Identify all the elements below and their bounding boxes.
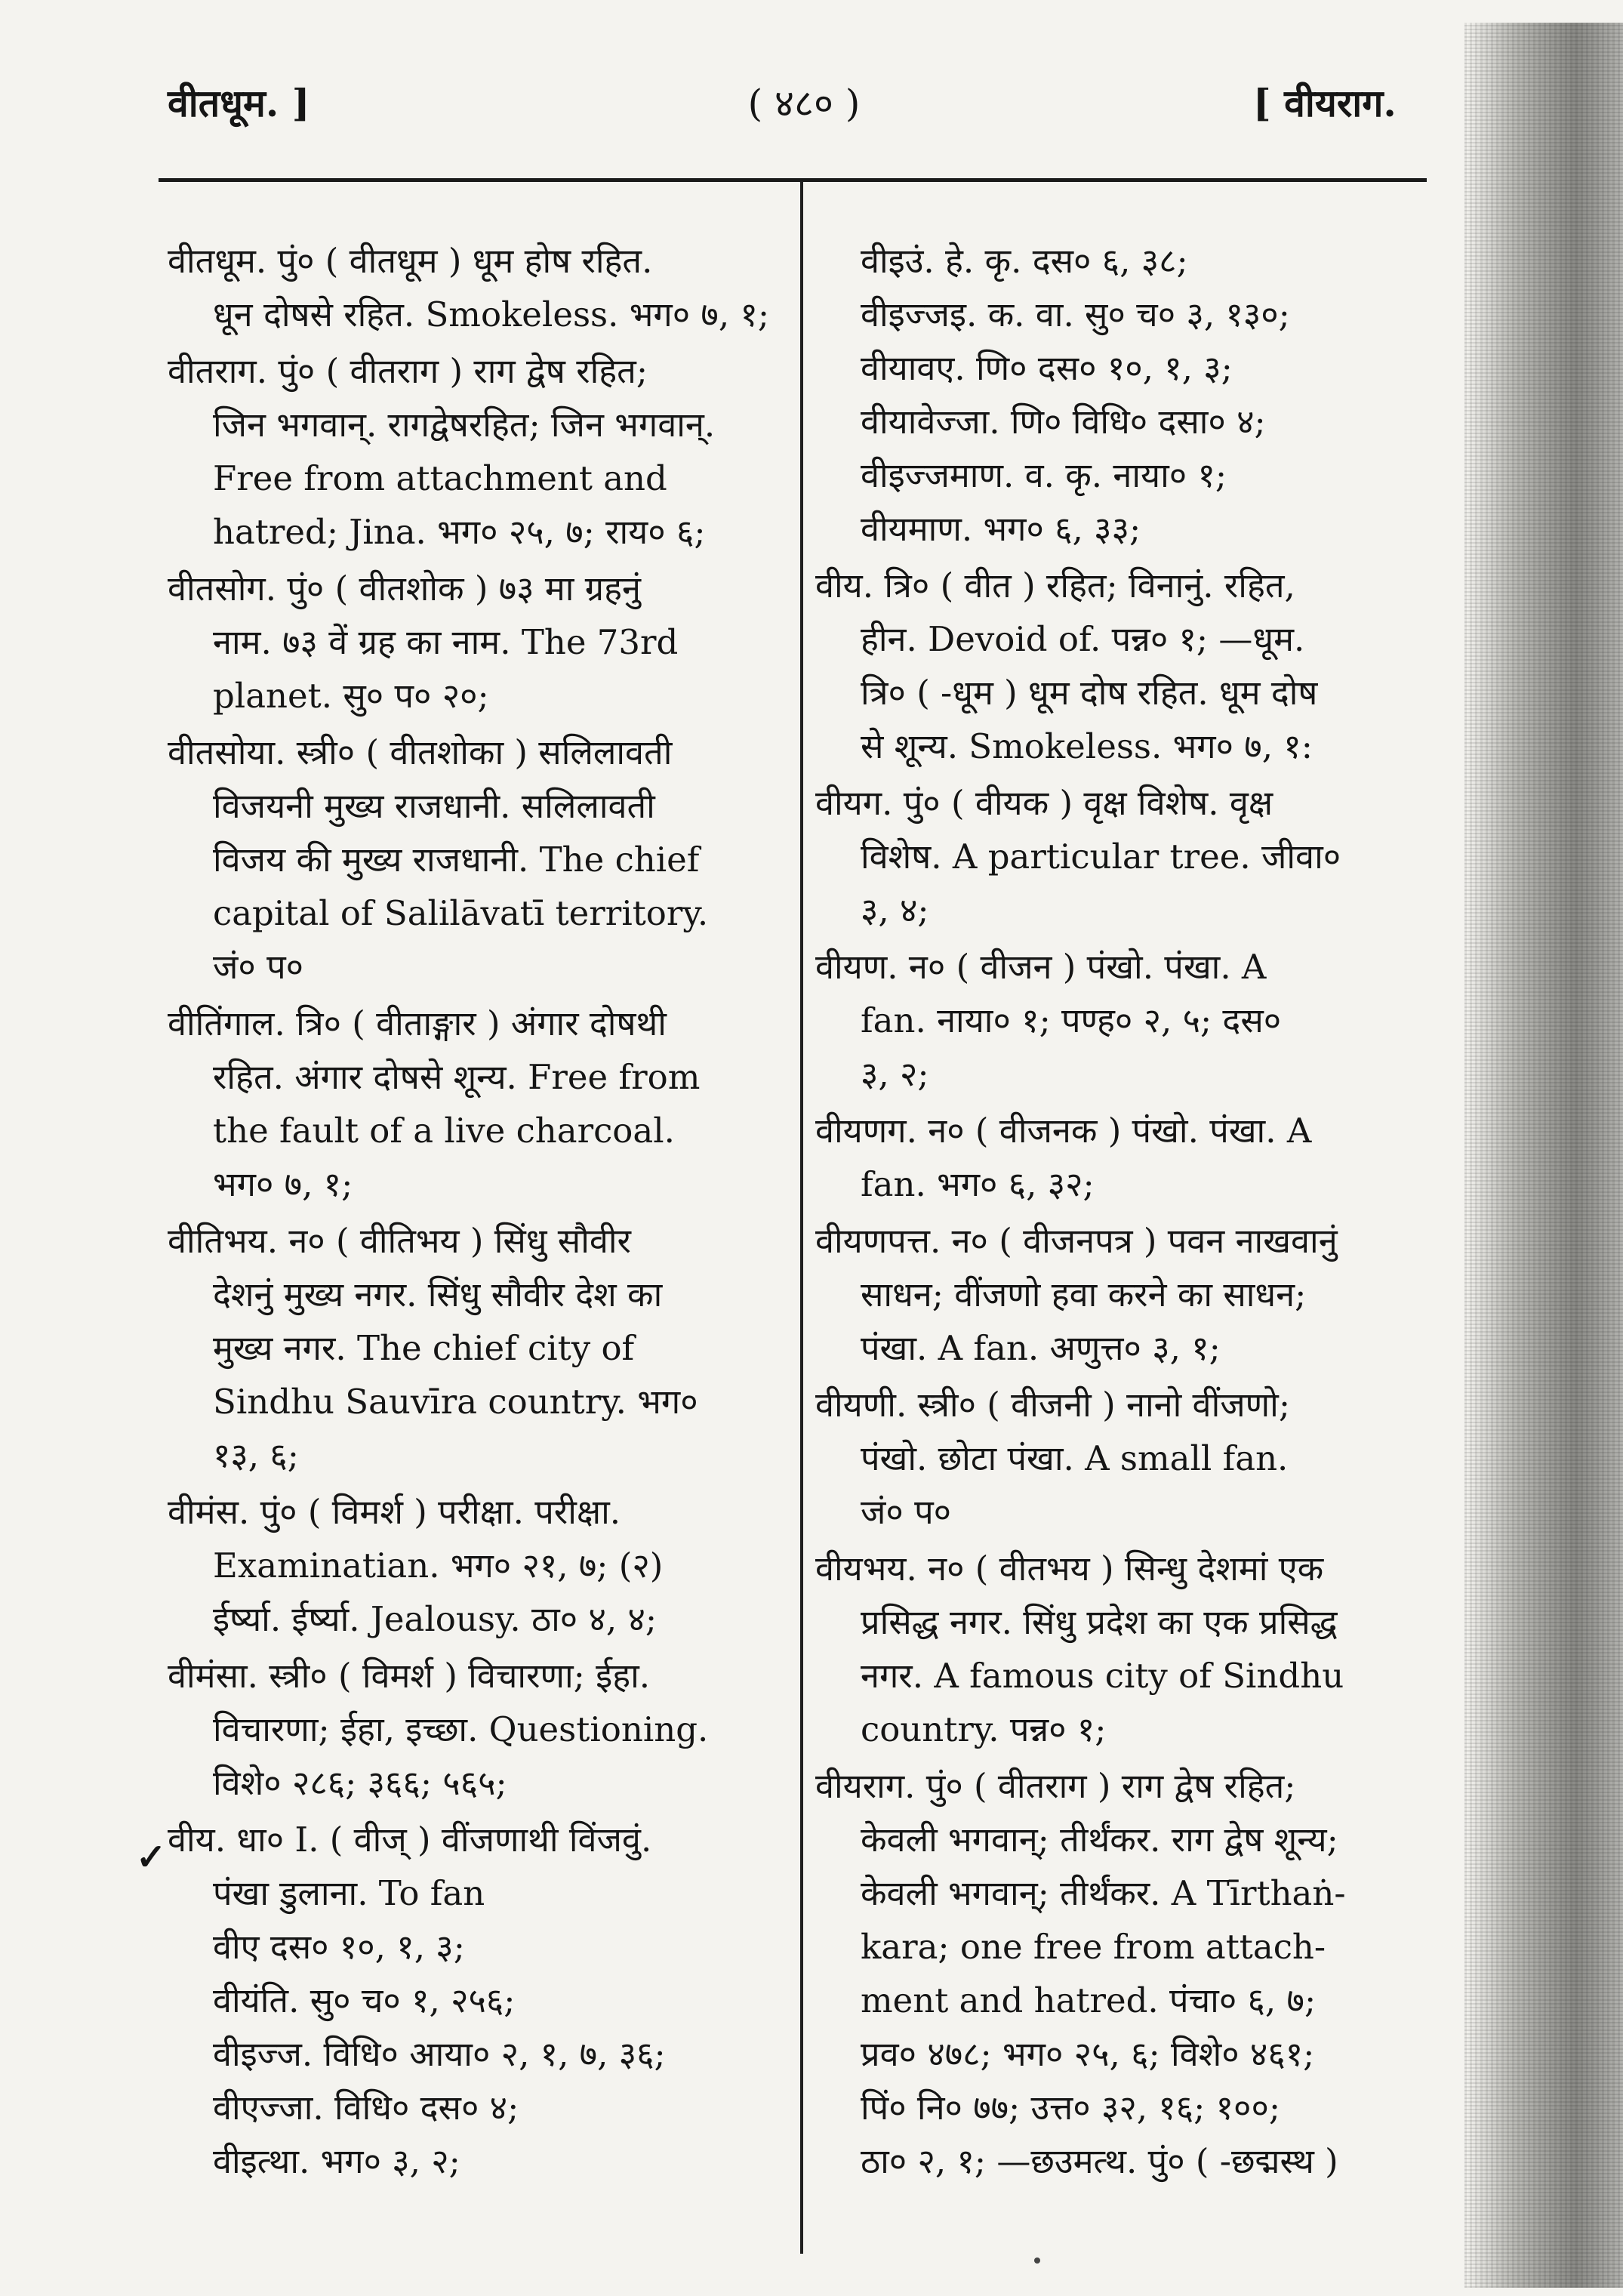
text-line: वीयणग. न० ( वीजनक ) पंखो. पंखा. A (815, 1111, 1312, 1151)
text-line: देशनुं मुख्य नगर. सिंधु सौवीर देश का (213, 1274, 663, 1314)
text-line: विशेष. A particular tree. जीवा० (861, 837, 1341, 877)
text-line: विजयनी मुख्य राजधानी. सलिलावती (213, 786, 655, 826)
text-line: वीमंसा. स्त्री० ( विमर्श ) विचारणा; ईहा. (168, 1656, 651, 1696)
text-line: प्रसिद्ध नगर. सिंधु प्रदेश का एक प्रसिद्ध (861, 1602, 1338, 1642)
text-line: Sindhu Sauvīra country. भग० (213, 1382, 698, 1422)
text-line: पिं० नि० ७७; उत्त० ३२, १६; १००; (861, 2088, 1281, 2128)
text-line: वीयमाण. भग० ६, ३३; (861, 509, 1141, 549)
text-line: प्रव० ४७८; भग० २५, ६; विशे० ४६१; (861, 2034, 1315, 2074)
text-line: मुख्य नगर. The chief city of (213, 1328, 635, 1368)
text-line: वीयग. पुं० ( वीयक ) वृक्ष विशेष. वृक्ष (815, 783, 1273, 823)
text-line: नगर. A famous city of Sindhu (861, 1656, 1344, 1696)
text-line: वीइज्जमाण. व. कृ. नाया० १; (861, 455, 1227, 495)
entry-vitadhuma (168, 234, 771, 341)
text-line: वीए दस० १०, १, ३; (213, 1927, 465, 1967)
entry-vimamsa (168, 1485, 771, 1646)
entry-viyaga (815, 776, 1419, 937)
text-line: वीतसोग. पुं० ( वीतशोक ) ७३ मा ग्रहनुं (168, 569, 641, 609)
text-line: केवली भगवान्; तीर्थंकर. राग द्वेष शून्य; (861, 1820, 1338, 1860)
text-line: ment and hatred. पंचा० ६, ७; (861, 1980, 1317, 2020)
text-line: ३, ४; (861, 890, 929, 930)
header-right-guide-word: [ वीयराग. (1253, 81, 1397, 125)
text-line: वीइज्जइ. क. वा. सु० च० ३, १३०; (861, 294, 1290, 334)
text-line: पंखो. छोटा पंखा. A small fan. (861, 1438, 1289, 1478)
entry-vitasoya (168, 726, 771, 994)
text-line: जं० प० (861, 1492, 952, 1532)
text-line: वीतसोया. स्त्री० ( वीतशोका ) सलिलावती (168, 732, 673, 772)
page-number: ( ४८० ) (747, 82, 861, 125)
text-line: विचारणा; ईहा, इच्छा. Questioning. (213, 1709, 709, 1749)
text-line: वीयणपत्त. न० ( वीजनपत्र ) पवन नाखवानुं (815, 1221, 1338, 1261)
text-line: त्रि० ( -धूम ) धूम दोष रहित. धूम दोष (861, 673, 1318, 713)
text-line: विजय की मुख्य राजधानी. The chief (213, 840, 700, 880)
text-line: पंखा डुलाना. To fan (213, 1873, 485, 1913)
text-line: वीइत्था. भग० ३, २; (213, 2141, 460, 2181)
text-line: hatred; Jina. भग० २५, ७; राय० ६; (213, 512, 706, 552)
text-line: वीतिभय. न० ( वीतिभय ) सिंधु सौवीर (168, 1221, 631, 1261)
column-divider (800, 181, 803, 2254)
entry-viyanaga (815, 1104, 1419, 1211)
text-line: planet. सु० प० २०; (213, 676, 489, 716)
text-line: पंखा. A fan. अणुत्त० ३, १; (861, 1328, 1221, 1368)
entry-verb-forms (815, 234, 1419, 556)
text-line: वीयभय. न० ( वीतभय ) सिन्धु देशमां एक (815, 1549, 1324, 1589)
text-line: वीएज्जा. विधि० दस० ४; (213, 2088, 519, 2128)
text-line: वीयावए. णि० दस० १०, १, ३; (861, 348, 1233, 388)
entry-viyaraga (815, 1759, 1419, 2188)
text-line: capital of Salilāvatī territory. (213, 893, 709, 933)
text-line: kara; one free from attach- (861, 1927, 1326, 1967)
entry-viyanapatta (815, 1214, 1419, 1375)
text-line: वीतधूम. पुं० ( वीतधूम ) धूम होष रहित. (168, 241, 653, 281)
entry-viyana (815, 940, 1419, 1101)
entry-viya-adj (815, 559, 1419, 773)
text-line: नाम. ७३ वें ग्रह का नाम. The 73rd (213, 622, 679, 662)
text-line: १३, ६; (213, 1435, 299, 1475)
entry-vitaraga (168, 344, 771, 559)
entry-viyabhaya (815, 1542, 1419, 1756)
text-line: वीय. त्रि० ( वीत ) रहित; विनानुं. रहित, (815, 566, 1295, 606)
header-rule (159, 178, 1427, 182)
text-line: साधन; वींजणो हवा करने का साधन; (861, 1274, 1307, 1314)
text-line: वीइउं. हे. कृ. दस० ६, ३८; (861, 241, 1188, 281)
text-line: जं० प० (213, 947, 304, 987)
text-line: Examinatian. भग० २१, ७; (२) (213, 1546, 664, 1586)
text-line: वीतिंगाल. त्रि० ( वीताङ्गार ) अंगार दोषथी (168, 1003, 667, 1043)
header-left-guide-word: वीतधूम. ] (168, 81, 310, 125)
text-line: fan. भग० ६, ३२; (861, 1164, 1095, 1204)
text-line: fan. नाया० १; पण्ह० २, ५; दस० (861, 1000, 1282, 1040)
text-line: Free from attachment and (213, 458, 667, 498)
text-line: ३, २; (861, 1054, 929, 1094)
text-line: वीयणी. स्त्री० ( वीजनी ) नानो वींजणो; (815, 1385, 1290, 1425)
text-line: रहित. अंगार दोषसे शून्य. Free from (213, 1057, 701, 1097)
text-line: जिन भगवान्. रागद्वेषरहित; जिन भगवान्. (213, 405, 716, 445)
text-line: वीयावेज्जा. णि० विधि० दसा० ४; (861, 402, 1266, 442)
text-line: वीयंति. सु० च० १, २५६; (213, 1980, 516, 2020)
ink-speck (1034, 2257, 1040, 2264)
text-line: वीमंस. पुं० ( विमर्श ) परीक्षा. परीक्षा. (168, 1492, 621, 1532)
entry-vimamsaa (168, 1649, 771, 1810)
text-line: ठा० २, १; —छउमत्थ. पुं० ( -छद्मस्थ ) (861, 2141, 1338, 2181)
entry-viyani (815, 1378, 1419, 1539)
text-line: से शून्य. Smokeless. भग० ७, १: (861, 726, 1313, 766)
text-line: वीइज्ज. विधि० आया० २, १, ७, ३६; (213, 2034, 666, 2074)
text-line: केवली भगवान्; तीर्थंकर. A Tīrthaṅ- (861, 1873, 1346, 1913)
text-line: country. पन्न० १; (861, 1709, 1107, 1749)
left-column (168, 234, 771, 2188)
text-line: हीन. Devoid of. पन्न० १; —धूम. (861, 619, 1305, 659)
text-line: धून दोषसे रहित. Smokeless. भग० ७, १; (213, 294, 770, 334)
text-line: the fault of a live charcoal. (213, 1111, 675, 1151)
text-line: ईर्ष्या. ईर्ष्या. Jealousy. ठा० ४, ४; (213, 1599, 658, 1639)
entry-vitasoga (168, 562, 771, 723)
text-line: वीतराग. पुं० ( वीतराग ) राग द्वेष रहित; (168, 351, 648, 391)
text-line: वीय. धा० I. ( वीज् ) वींजणाथी विंजवुं. (168, 1820, 652, 1860)
margin-check-mark: ✓ (136, 1836, 167, 1878)
entry-vitingala (168, 997, 771, 1211)
right-column (815, 234, 1419, 2188)
text-line: भग० ७, १; (213, 1164, 353, 1204)
text-line: विशे० २८६; ३६६; ५६५; (213, 1763, 507, 1803)
entry-vitibhaya (168, 1214, 771, 1482)
page-edge-shadow (1464, 23, 1623, 2288)
entry-viya-verb (168, 1813, 771, 2188)
text-line: वीयराग. पुं० ( वीतराग ) राग द्वेष रहित; (815, 1766, 1296, 1806)
text-line: वीयण. न० ( वीजन ) पंखो. पंखा. A (815, 947, 1267, 987)
